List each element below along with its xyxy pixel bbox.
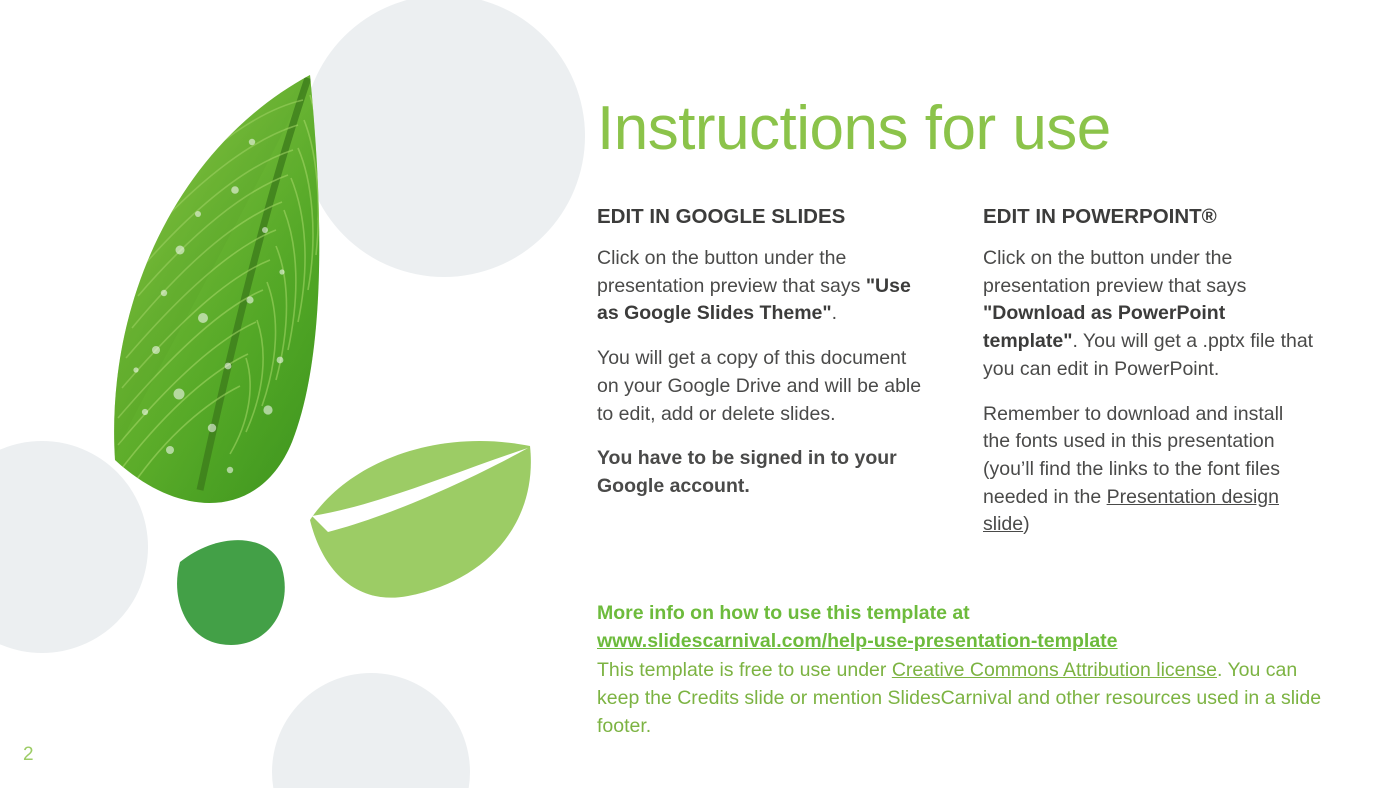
page-title: Instructions for use	[597, 94, 1111, 163]
pp-p2-prefix: Remember to download and install the fonts used in this presentation (you’ll find the links to the font files needed in the	[983, 402, 1284, 508]
google-slides-paragraph-3: You have to be signed in to your Google account.	[597, 447, 897, 497]
decorative-circle-bottom	[272, 673, 470, 788]
pp-p1-prefix: Click on the button under the presentation preview that says	[983, 247, 1247, 297]
instruction-columns	[597, 205, 1327, 556]
column-powerpoint	[983, 205, 1315, 556]
powerpoint-paragraph-2	[983, 401, 1315, 539]
page-number: 2	[23, 744, 34, 765]
pp-p1-suffix: . You will get a .pptx file that you can edit in PowerPoint.	[983, 330, 1314, 380]
license-line	[597, 657, 1337, 740]
leaf-icon-medium	[310, 441, 531, 598]
license-suffix: . You can keep the Credits slide or mention SlidesCarnival and other resources used in a slide footer.	[597, 659, 1322, 737]
column-google-slides	[597, 205, 929, 556]
leaf-icon-small	[177, 540, 285, 645]
slide-content	[597, 96, 1327, 556]
template-help-link[interactable]: www.slidescarnival.com/help-use-presentation-template	[597, 629, 1118, 652]
column-powerpoint-heading: EDIT IN POWERPOINT®	[983, 205, 1217, 229]
gs-p1-suffix: .	[831, 302, 838, 325]
footer-info	[597, 600, 1337, 740]
leaf-illustration	[60, 50, 560, 660]
google-slides-paragraph-2: You will get a copy of this document on your Google Drive and will be able to edit, add or delete slides.	[597, 347, 922, 425]
pp-p1-bold: "Download as PowerPoint template"	[983, 302, 1226, 353]
google-slides-paragraph-1	[597, 245, 929, 328]
gs-p1-prefix: Click on the button under the presentation preview that says	[597, 247, 866, 297]
presentation-design-slide-link[interactable]: Presentation design slide	[983, 485, 1279, 536]
powerpoint-paragraph-1	[983, 245, 1315, 383]
leaf-icon-large	[60, 50, 360, 530]
gs-p1-bold: "Use as Google Slides Theme"	[597, 274, 911, 325]
column-google-slides-heading: EDIT IN GOOGLE SLIDES	[597, 205, 846, 229]
pp-p2-suffix: )	[1023, 513, 1030, 536]
more-info-text: More info on how to use this template at	[597, 602, 970, 624]
license-prefix: This template is free to use under	[597, 659, 892, 682]
creative-commons-link[interactable]: Creative Commons Attribution license	[891, 659, 1217, 682]
